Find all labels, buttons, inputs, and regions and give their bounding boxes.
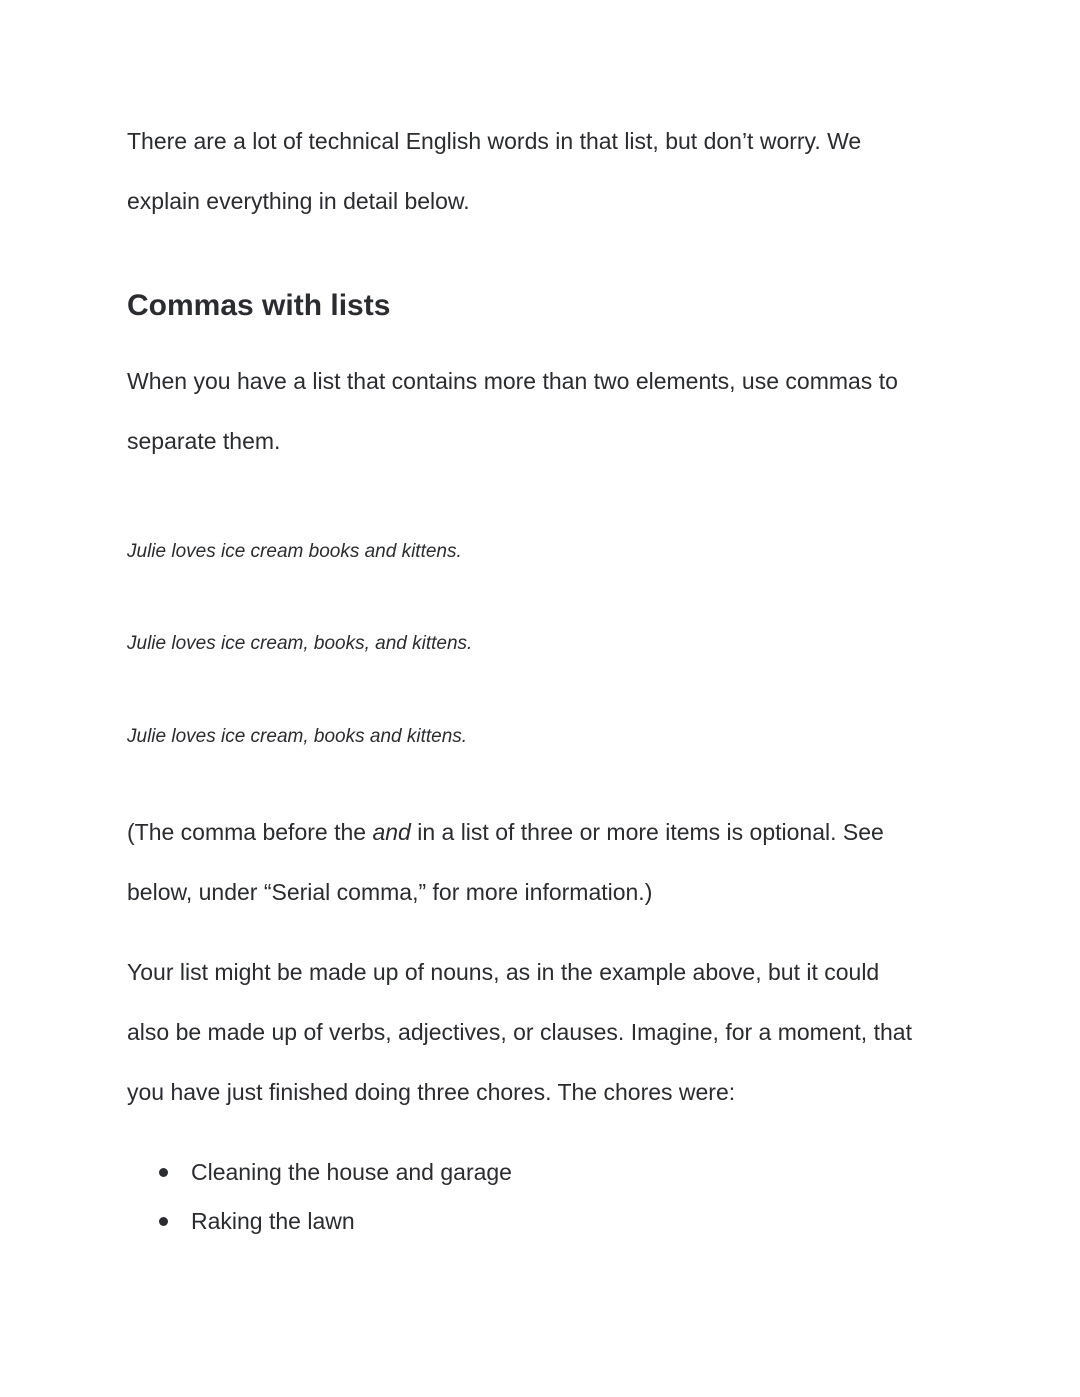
example-sentence: Julie loves ice cream, books and kittens.	[127, 726, 468, 747]
note-line-1-italic: and	[372, 819, 411, 845]
list-types-line-2: also be made up of verbs, adjectives, or clauses. Imagine, for a moment, that	[127, 1019, 912, 1045]
bullet-icon	[159, 1168, 168, 1177]
list-item	[159, 1148, 512, 1197]
list-item	[159, 1197, 512, 1246]
note-line-1-start: (The comma before the	[127, 819, 373, 845]
list-types-line-3: you have just finished doing three chores. The chores were:	[127, 1079, 736, 1105]
note-line-2: below, under “Serial comma,” for more information.)	[127, 879, 653, 905]
list-types-paragraph	[127, 942, 957, 1122]
example-sentence: Julie loves ice cream, books, and kittens.	[127, 633, 473, 654]
intro-paragraph	[127, 111, 957, 231]
intro-line-2: explain everything in detail below.	[127, 188, 470, 214]
example-sentence: Julie loves ice cream books and kittens.	[127, 541, 462, 562]
bullet-icon	[159, 1217, 168, 1226]
list-types-line-1: Your list might be made up of nouns, as in the example above, but it could	[127, 959, 880, 985]
note-line-1-end: in a list of three or more items is optional. See	[410, 819, 884, 845]
list-item-text: Cleaning the house and garage	[191, 1159, 512, 1185]
chores-list	[159, 1148, 512, 1246]
lists-intro-line-2: separate them.	[127, 428, 281, 454]
intro-line-1: There are a lot of technical English words in that list, but don’t worry. We	[127, 128, 862, 154]
serial-comma-note	[127, 802, 957, 922]
list-item-text: Raking the lawn	[191, 1208, 355, 1234]
lists-intro-paragraph	[127, 351, 957, 471]
lists-intro-line-1: When you have a list that contains more than two elements, use commas to	[127, 368, 898, 394]
section-heading: Commas with lists	[127, 289, 391, 322]
